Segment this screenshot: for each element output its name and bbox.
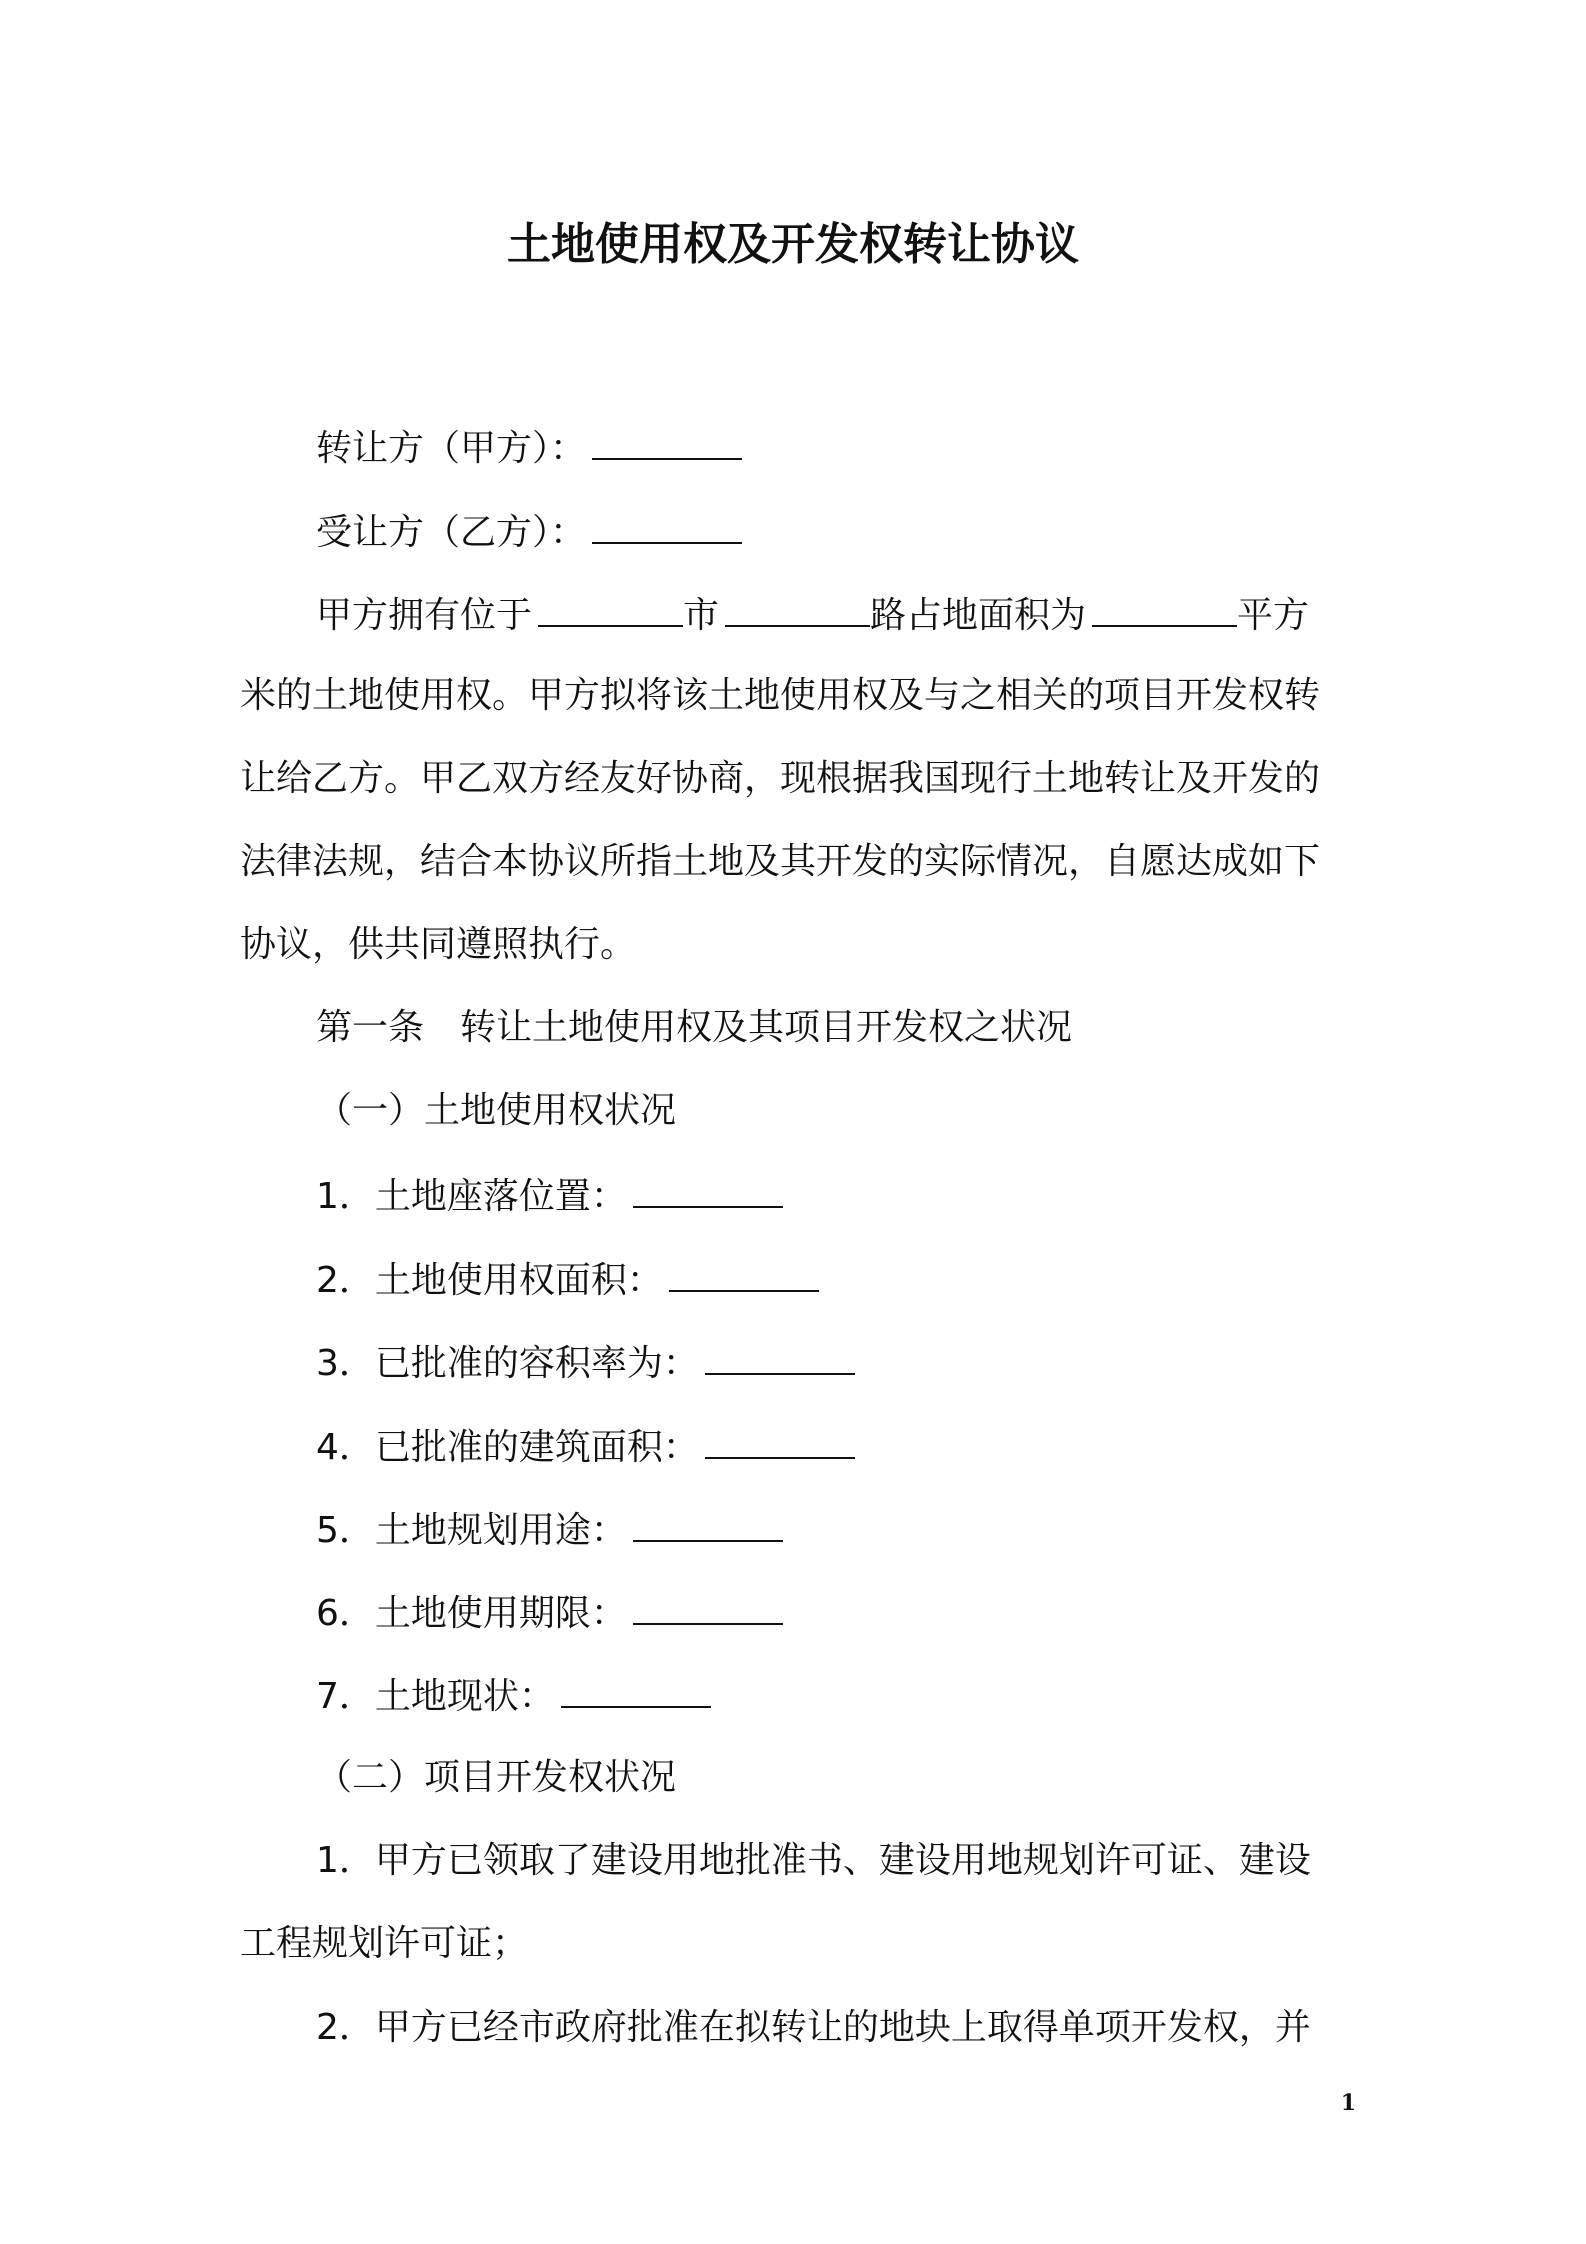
dev-item-1-line-2: 工程规划许可证； [240,1923,529,1964]
land-item-6 [316,1589,783,1636]
dev-item-1-line-1: 1．甲方已领取了建设用地批准书、建设用地规划许可证、建设 [316,1840,1311,1881]
intro-line-2: 米的土地使用权。甲方拟将该土地使用权及与之相关的项目开发权转 [240,675,1321,716]
land-item-blank[interactable] [561,1672,711,1708]
land-item-blank[interactable] [633,1589,783,1625]
land-item-label: 3．已批准的容积率为： [316,1343,699,1384]
intro-line-3: 让给乙方。甲乙双方经友好协商，现根据我国现行土地转让及开发的 [240,758,1321,799]
intro-line-1 [316,591,1309,638]
land-item-label: 6．土地使用期限： [316,1593,627,1634]
land-item-5 [316,1506,783,1553]
land-item-blank[interactable] [705,1423,855,1459]
land-item-label: 4．已批准的建筑面积： [316,1427,699,1468]
land-item-blank[interactable] [669,1256,819,1292]
land-item-blank[interactable] [633,1506,783,1542]
party-a-line [316,424,742,471]
party-a-blank[interactable] [592,424,742,460]
road-blank[interactable] [725,591,870,627]
section-1-heading: （一）土地使用权状况 [316,1090,677,1131]
land-item-label: 2．土地使用权面积： [316,1260,663,1301]
page-number: 1 [1340,2090,1356,2116]
intro-text: 甲方拥有位于 [316,595,533,636]
article-1-heading: 第一条 转让土地使用权及其项目开发权之状况 [316,1007,1073,1048]
land-item-2 [316,1256,819,1303]
land-item-blank[interactable] [633,1172,783,1208]
land-item-label: 7．土地现状： [316,1676,555,1717]
document-title: 土地使用权及开发权转让协议 [507,219,1079,270]
intro-text: 市 [683,595,720,636]
land-item-7 [316,1672,711,1719]
land-item-label: 5．土地规划用途： [316,1510,627,1551]
intro-line-5: 协议，供共同遵照执行。 [240,924,637,965]
party-a-label: 转让方（甲方）： [316,428,587,469]
party-b-blank[interactable] [592,508,742,544]
dev-item-2-line-1: 2．甲方已经市政府批准在拟转让的地块上取得单项开发权，并 [316,2007,1311,2048]
area-blank[interactable] [1092,591,1237,627]
intro-text: 平方 [1237,595,1310,636]
party-b-label: 受让方（乙方）： [316,512,587,553]
land-item-4 [316,1423,855,1470]
land-item-3 [316,1339,855,1386]
intro-line-4: 法律法规，结合本协议所指土地及其开发的实际情况，自愿达成如下 [240,841,1321,882]
party-b-line [316,508,742,555]
section-2-heading: （二）项目开发权状况 [316,1757,677,1798]
city-blank[interactable] [538,591,683,627]
land-item-blank[interactable] [705,1339,855,1375]
intro-text: 路占地面积为 [870,595,1087,636]
land-item-label: 1．土地座落位置： [316,1176,627,1217]
land-item-1 [316,1172,783,1219]
